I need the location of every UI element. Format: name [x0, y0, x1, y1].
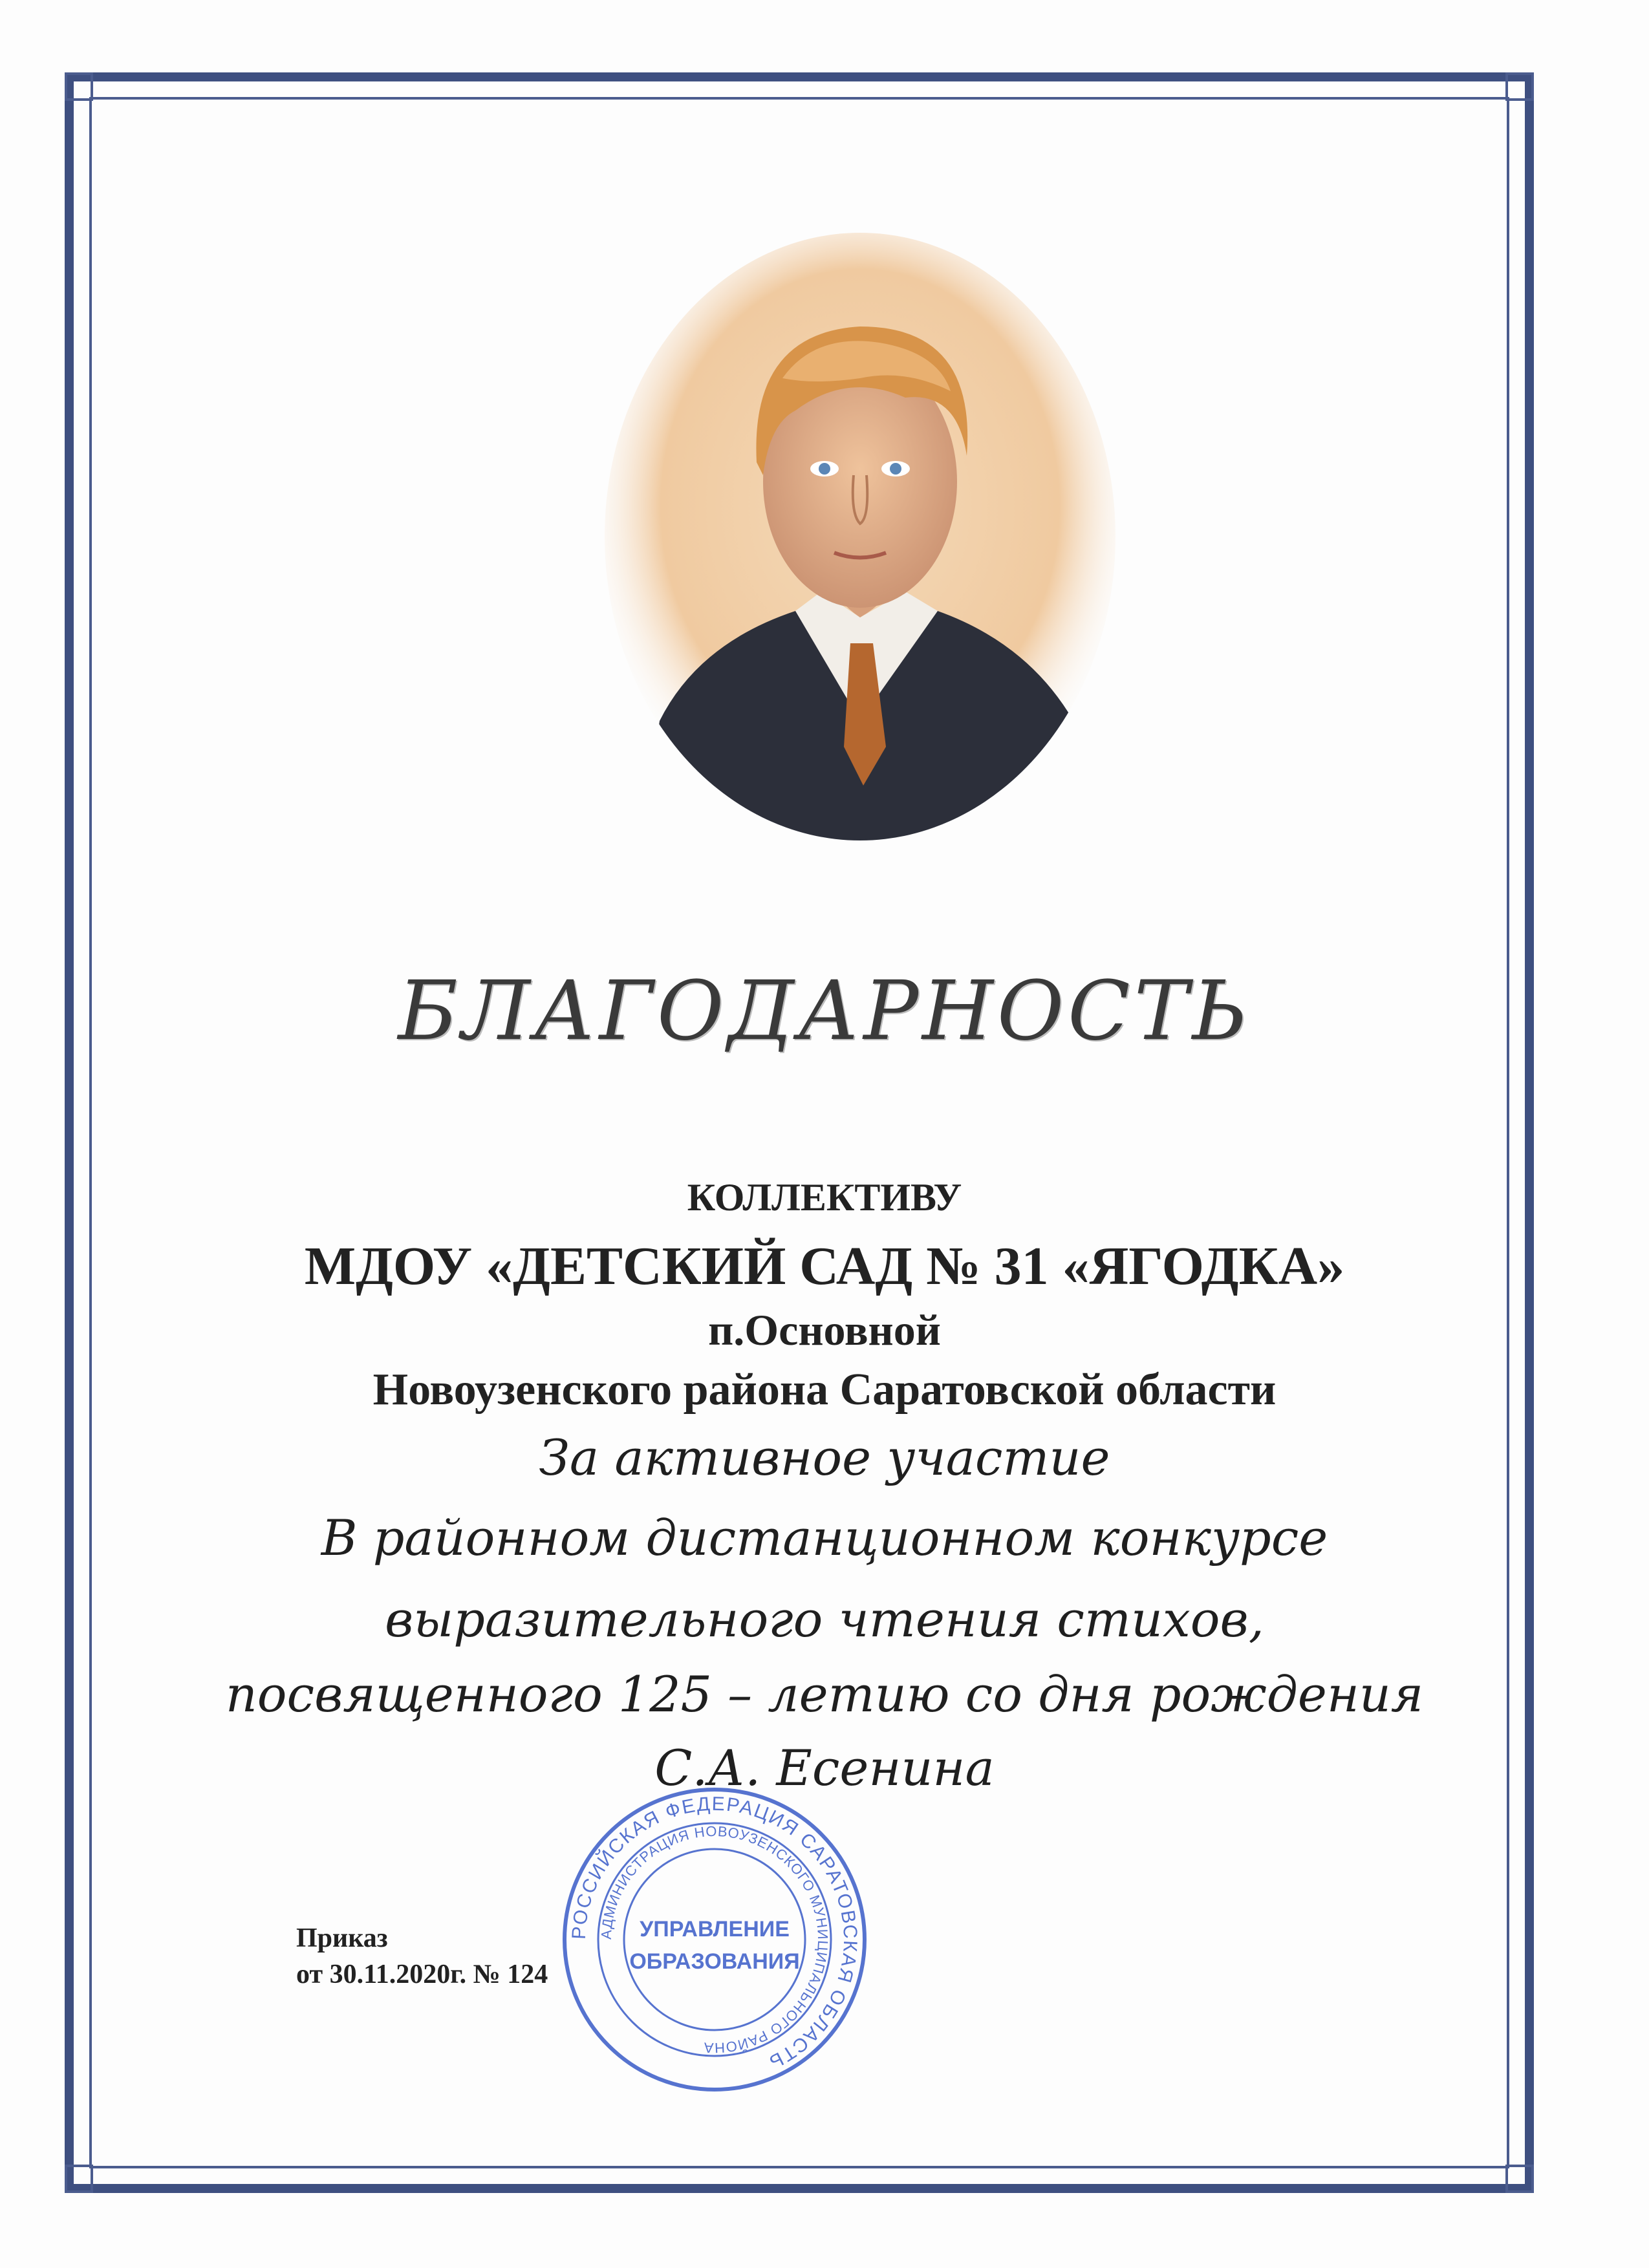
recipient-region: Новоузенского района Саратовской области: [372, 1365, 1277, 1415]
stamp-center-line: ОБРАЗОВАНИЯ: [629, 1949, 800, 1974]
reason-line: С.А. Есенина: [654, 1739, 995, 1797]
recipient-organization: МДОУ «ДЕТСКИЙ САД № 31 «ЯГОДКА»: [304, 1236, 1345, 1296]
recipient-settlement: п.Основной: [708, 1305, 941, 1354]
stamp-inner-text: АДМИНИСТРАЦИЯ НОВОУЗЕНСКОГО МУНИЦИПАЛЬНОГО РАЙОНА: [598, 1823, 832, 2057]
portrait-image: [601, 230, 1119, 844]
order-label: Приказ: [296, 1923, 388, 1953]
order-date-number: от 30.11.2020г. № 124: [296, 1960, 548, 1989]
stamp-center-line: УПРАВЛЕНИЕ: [640, 1917, 790, 1942]
order-reference: [296, 1920, 548, 1993]
recipient-heading: КОЛЛЕКТИВУ: [687, 1176, 962, 1219]
reason-line: посвященного 125 – летию со дня рождения: [225, 1665, 1424, 1723]
frame-corner-ornament: [65, 2165, 93, 2193]
frame-corner-ornament: [1505, 72, 1534, 101]
official-stamp: [556, 1781, 873, 2098]
stamp-outer-text: РОССИЙСКАЯ ФЕДЕРАЦИЯ САРАТОВСКАЯ ОБЛАСТЬ: [568, 1793, 861, 2073]
reason-line: выразительного чтения стихов,: [385, 1590, 1264, 1648]
reason-line: В районном дистанционном конкурсе: [321, 1509, 1328, 1567]
certificate-title: БЛАГОДАРНОСТЬ: [398, 963, 1251, 1058]
reason-line: За активное участие: [539, 1429, 1110, 1486]
frame-corner-ornament: [65, 72, 93, 101]
frame-corner-ornament: [1505, 2165, 1534, 2193]
